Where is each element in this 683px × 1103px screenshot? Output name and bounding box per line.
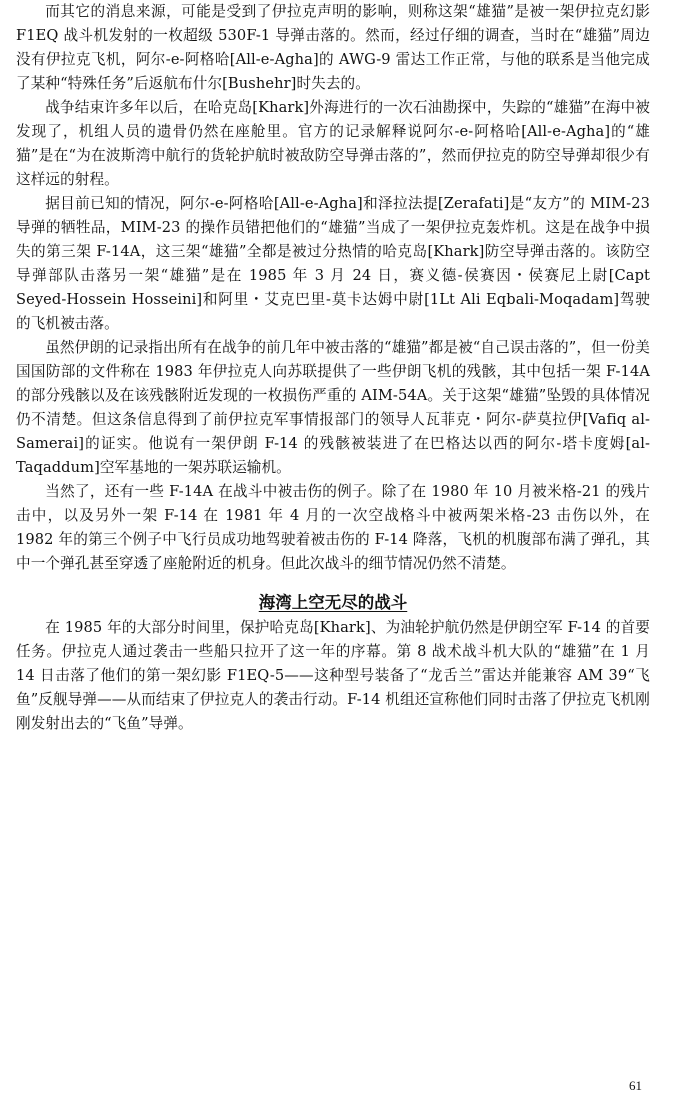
page-number: 61: [629, 1078, 642, 1093]
body-paragraph: 战争结束许多年以后，在哈克岛[Khark]外海进行的一次石油勘探中，失踪的“雄猫”在海中被发现了，机组人员的遗骨仍然在座舱里。官方的记录解释说阿尔-e-阿格哈[All-e-Agha]的“雄猫”是在“为在波斯湾中航行的货轮护航时被敌防空导弹击落的”，然而伊拉克的防空导弹却很少有这样远的射程。: [16, 99, 650, 188]
page-content: [16, 0, 650, 736]
body-paragraph: 在 1985 年的大部分时间里，保护哈克岛[Khark]、为油轮护航仍然是伊朗空军 F-14 的首要任务。伊拉克人通过袭击一些船只拉开了这一年的序幕。第 8 战术战斗机大队的“雄猫”在 1 月 14 日击落了他们的第一架幻影 F1EQ-5——这种型号装备了“龙舌兰”雷达并能兼容 AM 39“飞鱼”反舰导弹——从而结束了伊拉克人的袭击行动。F-14 机组还宣称他们同时击落了伊拉克飞机刚刚发射出去的“飞鱼”导弹。: [16, 619, 650, 732]
body-paragraph: 当然了，还有一些 F-14A 在战斗中被击伤的例子。除了在 1980 年 10 月被米格-21 的残片击中，以及另外一架 F-14 在 1981 年 4 月的一次空战格斗中被两架米格-23 击伤以外，在 1982 年的第三个例子中飞行员成功地驾驶着被击伤的 F-14 降落，飞机的机腹部布满了弹孔，其中一个弹孔甚至穿透了座舱附近的机身。但此次战斗的细节情况仍然不清楚。: [16, 483, 650, 572]
body-paragraph: 而其它的消息来源，可能是受到了伊拉克声明的影响，则称这架“雄猫”是被一架伊拉克幻影 F1EQ 战斗机发射的一枚超级 530F-1 导弹击落的。然而，经过仔细的调查，当时在“雄猫”周边没有伊拉克飞机，阿尔-e-阿格哈[All-e-Agha]的 AWG-9 雷达工作正常，与他的联系是当他完成了某种“特殊任务”后返航布什尔[Bushehr]时失去的。: [16, 3, 650, 92]
section-title: 海湾上空无尽的战斗: [258, 593, 408, 612]
body-paragraph: 据目前已知的情况，阿尔-e-阿格哈[All-e-Agha]和泽拉法提[Zerafati]是“友方”的 MIM-23 导弹的牺牲品，MIM-23 的操作员错把他们的“雄猫”当成了一架伊拉克轰炸机。这是在战争中损失的第三架 F-14A，这三架“雄猫”全都是被过分热情的哈克岛[Khark]防空导弹击落的。该防空导弹部队击落另一架“雄猫”是在 1985 年 3 月 24 日，赛义德-侯赛因・侯赛尼上尉[Capt Seyed-Hossein Hosseini]和阿里・艾克巴里-莫卡达姆中尉[1Lt Ali Eqbali-Moqadam]驾驶的飞机被击落。: [16, 195, 650, 332]
body-paragraph: 虽然伊朗的记录指出所有在战争的前几年中被击落的“雄猫”都是被“自己误击落的”，但一份美国国防部的文件称在 1983 年伊拉克人向苏联提供了一些伊朗飞机的残骸，其中包括一架 F-14A 的部分残骸以及在该残骸附近发现的一枚损伤严重的 AIM-54A。关于这架“雄猫”坠毁的具体情况仍不清楚。但这条信息得到了前伊拉克军事情报部门的领导人瓦菲克・阿尔-萨莫拉伊[Vafiq al-Samerai]的证实。他说有一架伊朗 F-14 的残骸被装进了在巴格达以西的阿尔-塔卡度姆[al-Taqaddum]空军基地的一架苏联运输机。: [16, 339, 650, 476]
